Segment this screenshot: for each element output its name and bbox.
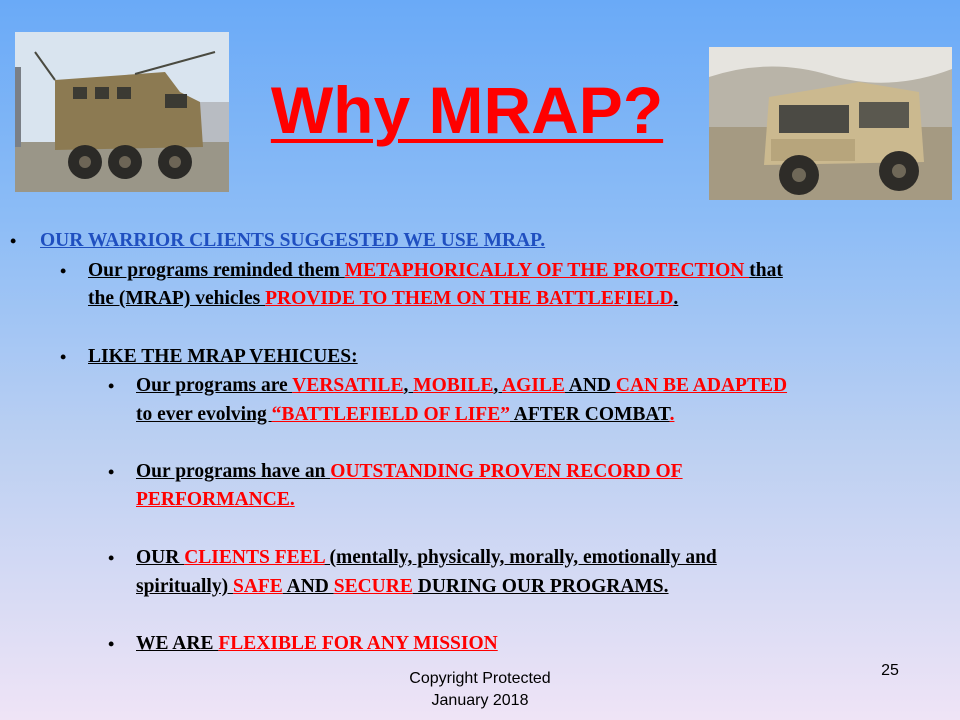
- text-run: to ever evolving: [136, 404, 272, 425]
- highlight-run: .: [669, 404, 675, 425]
- bullet-programs-reminded-line2: [88, 286, 678, 312]
- highlight-run: FLEXIBLE FOR ANY MISSION: [218, 633, 498, 654]
- mrap-photo-left: [15, 32, 229, 192]
- bullet-dot: •: [60, 347, 67, 367]
- text-run: that: [749, 260, 783, 281]
- bullet-clients-feel-line1: [136, 545, 717, 571]
- highlight-run: SAFE: [232, 576, 283, 597]
- bullet-like-mrap: [88, 344, 358, 370]
- bullet-dot: •: [108, 376, 115, 396]
- text-run: spiritually): [136, 576, 233, 597]
- footer-line: January 2018: [431, 692, 529, 709]
- bullet-warrior-clients: [40, 228, 545, 254]
- footer-copyright: [360, 668, 600, 712]
- bullet-dot: •: [108, 548, 115, 568]
- text-run: Our programs have an: [136, 461, 331, 482]
- text-run: DURING OUR PROGRAMS.: [412, 576, 669, 597]
- text-run: Our programs reminded them: [88, 260, 345, 281]
- highlight-run: AGILE: [502, 375, 565, 396]
- bullet-text: OUR WARRIOR CLIENTS SUGGESTED WE USE MRAP.: [40, 230, 546, 251]
- bullet-programs-reminded-line1: [88, 258, 783, 284]
- mrap-photo-right: [709, 47, 952, 200]
- mrap-vehicle-image-right: [709, 47, 952, 200]
- slide-number: 25: [881, 662, 899, 679]
- highlight-run: OUTSTANDING PROVEN RECORD OF: [330, 461, 683, 482]
- highlight-run: PERFORMANCE.: [136, 489, 295, 510]
- bullet-versatile-line1: [136, 373, 787, 399]
- text-run: (mentally, physically, morally, emotionally and: [324, 547, 717, 568]
- mrap-vehicle-image-left: [15, 32, 229, 192]
- text-run: OUR: [136, 547, 185, 568]
- bullet-flexible: [136, 631, 498, 657]
- highlight-run: CAN BE ADAPTED: [615, 375, 788, 396]
- slide-title: Why MRAP?: [270, 73, 664, 147]
- bullet-dot: •: [60, 261, 67, 281]
- text-run: AFTER COMBAT: [509, 404, 670, 425]
- bullet-dot: •: [108, 634, 115, 654]
- text-run: LIKE THE MRAP VEHICUES:: [88, 346, 358, 367]
- highlight-run: CLIENTS FEEL: [184, 547, 325, 568]
- highlight-run: MOBILE: [413, 375, 494, 396]
- highlight-run: “BATTLEFIELD OF LIFE”: [271, 404, 510, 425]
- text-run: .: [673, 288, 679, 309]
- text-run: AND: [282, 576, 334, 597]
- text-run: the (MRAP) vehicles: [88, 288, 266, 309]
- bullet-dot: •: [10, 231, 17, 251]
- text-run: WE ARE: [136, 633, 219, 654]
- highlight-run: METAPHORICALLY OF THE PROTECTION: [344, 260, 750, 281]
- bullet-clients-feel-line2: [136, 574, 669, 600]
- highlight-run: SECURE: [333, 576, 413, 597]
- bullet-dot: •: [108, 462, 115, 482]
- bullet-outstanding-line1: [136, 459, 683, 485]
- highlight-run: VERSATILE: [292, 375, 404, 396]
- footer-line: Copyright Protected: [409, 670, 551, 687]
- bullet-versatile-line2: [136, 402, 674, 428]
- text-run: ,: [403, 375, 414, 396]
- highlight-run: PROVIDE TO THEM ON THE BATTLEFIELD: [265, 288, 674, 309]
- bullet-outstanding-line2: [136, 487, 295, 513]
- text-run: ,: [493, 375, 503, 396]
- text-run: Our programs are: [136, 375, 293, 396]
- text-run: AND: [564, 375, 616, 396]
